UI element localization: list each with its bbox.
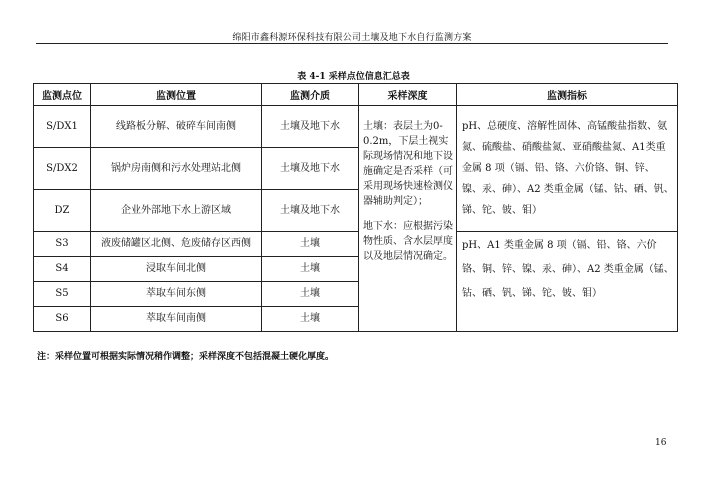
header-divider: [36, 43, 668, 44]
cell-medium: 土壤: [262, 232, 359, 257]
cell-location: 液废储罐区北侧、危废储存区西侧: [91, 232, 262, 257]
cell-indicators-group1: pH、总硬度、溶解性固体、高锰酸盐指数、氨氮、硫酸盐、硝酸盐氮、亚硝酸盐氮、A1类重金属 8 项（镉、铅、铬、六价铬、铜、锌、镍、汞、砷）、A2 类重金属（锰、钴、硒、钒、锑、铊、铍、钼）: [457, 106, 678, 232]
page-header: 绵阳市鑫科源环保科技有限公司土壤及地下水自行监测方案: [232, 33, 472, 43]
cell-location: 线路板分解、破碎车间南侧: [91, 106, 262, 148]
table-row: [34, 232, 678, 257]
cell-point: S/DX1: [34, 106, 91, 148]
cell-location: 企业外部地下水上游区域: [91, 190, 262, 232]
cell-medium: 土壤及地下水: [262, 148, 359, 190]
cell-point: DZ: [34, 190, 91, 232]
cell-point: S5: [34, 282, 91, 307]
col-header-indicators: 监测指标: [457, 84, 678, 106]
sampling-points-table: [33, 83, 678, 332]
depth-soil-text: 土壤：表层土为0-0.2m，下层土视实际现场情况和地下设施确定是否采样（可采用现场快速检测仪器辅助判定）；: [363, 121, 453, 207]
cell-point: S6: [34, 307, 91, 332]
cell-location: 萃取车间南侧: [91, 307, 262, 332]
cell-medium: 土壤: [262, 282, 359, 307]
table-header-row: [34, 84, 678, 106]
cell-point: S/DX2: [34, 148, 91, 190]
cell-location: 浸取车间北侧: [91, 257, 262, 282]
cell-sampling-depth: [359, 106, 457, 332]
cell-medium: 土壤: [262, 307, 359, 332]
table-row: [34, 106, 678, 148]
cell-location: 锅炉房南侧和污水处理站北侧: [91, 148, 262, 190]
table-caption: 表 4-1 采样点位信息汇总表: [297, 72, 410, 82]
cell-point: S4: [34, 257, 91, 282]
cell-indicators-group2: pH、A1 类重金属 8 项（镉、铅、铬、六价铬、铜、锌、镍、汞、砷）、A2 类重金属（锰、钴、硒、钒、锑、铊、铍、钼）: [457, 232, 678, 332]
col-header-depth: 采样深度: [359, 84, 457, 106]
cell-point: S3: [34, 232, 91, 257]
col-header-medium: 监测介质: [262, 84, 359, 106]
depth-groundwater-text: 地下水：应根据污染物性质、含水层厚度以及地层情况确定。: [363, 221, 453, 262]
cell-medium: 土壤及地下水: [262, 190, 359, 232]
table-note: 注：采样位置可根据实际情况稍作调整；采样深度不包括混凝土硬化厚度。: [37, 352, 335, 362]
cell-medium: 土壤及地下水: [262, 106, 359, 148]
page-number: 16: [655, 438, 667, 448]
col-header-point: 监测点位: [34, 84, 91, 106]
cell-location: 萃取车间东侧: [91, 282, 262, 307]
col-header-location: 监测位置: [91, 84, 262, 106]
cell-medium: 土壤: [262, 257, 359, 282]
